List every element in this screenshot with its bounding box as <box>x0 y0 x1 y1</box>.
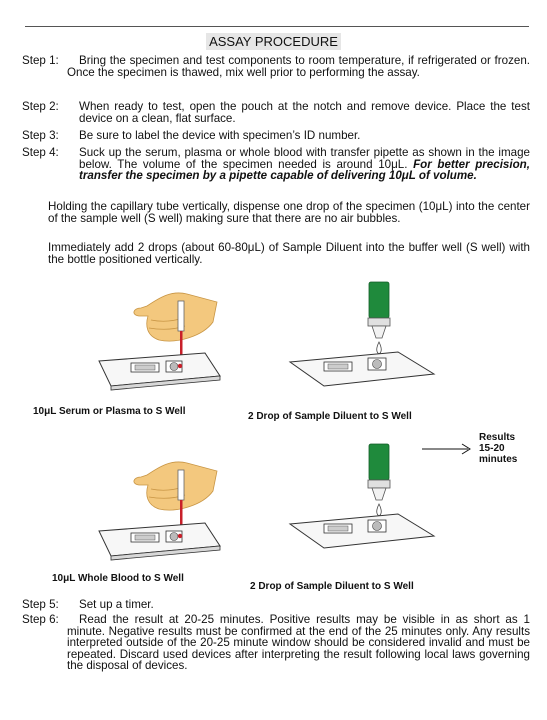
diluent-paragraph: Immediately add 2 drops (about 60-80μL) of Sample Diluent into the buffer well (S well) with the bottle positioned vertically. <box>48 241 530 266</box>
caption-serum: 10μL Serum or Plasma to S Well <box>33 406 186 417</box>
step-label: Step 1: <box>22 54 59 67</box>
dropper-bottle-icon <box>280 440 440 555</box>
caption-diluent-1: 2 Drop of Sample Diluent to S Well <box>248 411 412 422</box>
step-label: Step 6: <box>22 613 59 626</box>
caption-diluent-2: 2 Drop of Sample Diluent to S Well <box>250 581 414 592</box>
step-text: Bring the specimen and test components to room temperature, if refrigerated or frozen. Once the specimen is thawed, mix well prior to performing the assay. <box>67 54 530 79</box>
step-text: Be sure to label the device with specimen’s ID number. <box>79 129 361 142</box>
step-label: Step 5: <box>22 598 59 611</box>
top-rule <box>25 26 529 27</box>
step-5 <box>22 599 530 611</box>
step-1 <box>22 55 530 78</box>
caption-whole-blood: 10μL Whole Blood to S Well <box>52 573 184 584</box>
step-text: When ready to test, open the pouch at the notch and remove device. Place the test device on a clean, flat surface. <box>79 100 530 125</box>
step-2 <box>22 101 530 124</box>
step-text: Suck up the serum, plasma or whole blood with transfer pipette as shown in the image below. The volume of the specimen needed is around 10μL. For better precision, transfer the specimen by a pipette capable of delivering 10μL of volume. <box>79 146 530 182</box>
step-text: Set up a timer. <box>79 598 154 611</box>
step-label: Step 4: <box>22 146 59 159</box>
step-6 <box>22 614 530 672</box>
dropper-bottle-icon <box>280 278 440 393</box>
capillary-paragraph: Holding the capillary tube vertically, dispense one drop of the specimen (10μL) into the center of the sample well (S well) making sure that there are no air bubbles. <box>48 200 530 225</box>
step-emphasis: For better precision, transfer the specimen by a pipette capable of delivering 10μL of volume. <box>79 157 530 182</box>
step-3 <box>22 130 530 142</box>
results-note: Results 15-20 minutes <box>479 432 518 465</box>
step-label: Step 3: <box>22 129 59 142</box>
step-4 <box>22 147 530 182</box>
step-label: Step 2: <box>22 100 59 113</box>
page-title: ASSAY PROCEDURE <box>0 34 547 49</box>
hand-pipette-icon <box>85 282 225 392</box>
step-text: Read the result at 20-25 minutes. Positive results may be visible in as short as 1 minute. Negative results must be confirmed at the end of the 25 minutes only. Any results interpreted outside of the 20-25 minute window should be considered invalid and must be repeated. Discard used devices after interpreting the result following local laws governing the disposal of devices. <box>67 613 530 672</box>
hand-pipette-icon <box>85 455 225 565</box>
